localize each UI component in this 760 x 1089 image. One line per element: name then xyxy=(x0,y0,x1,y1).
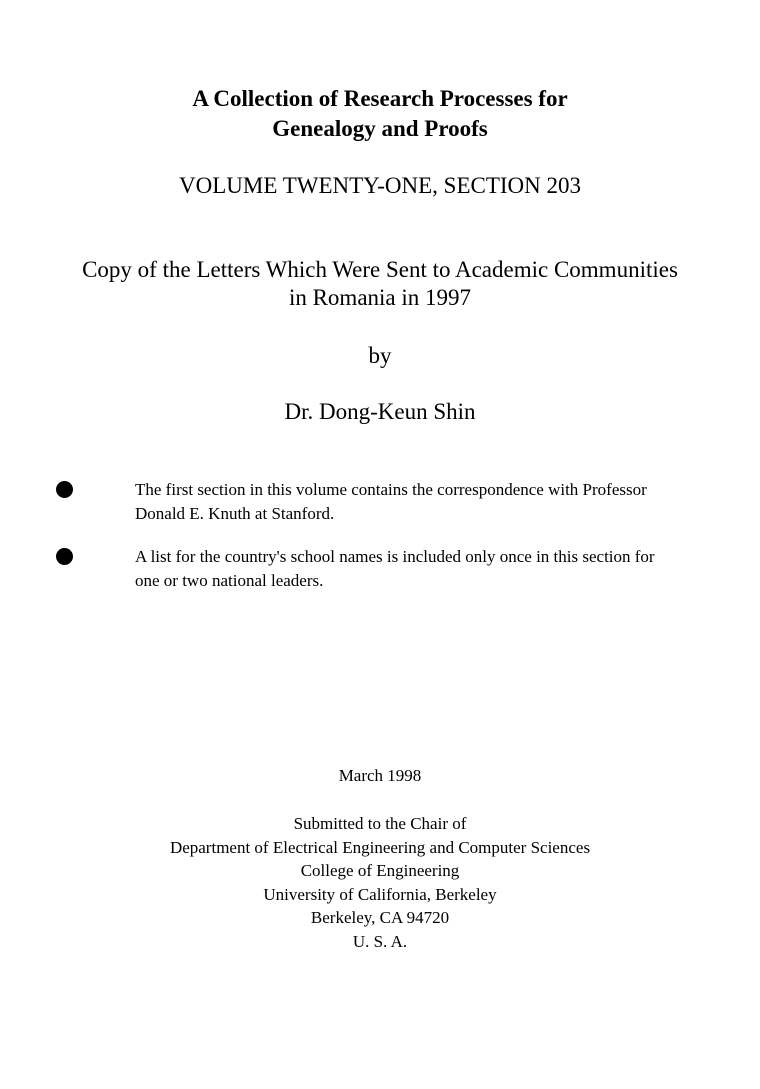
submission-line-3: College of Engineering xyxy=(300,861,460,880)
submission-block xyxy=(0,812,760,953)
bullet-1-line-1: The first section in this volume contains the correspondence with Professor xyxy=(135,480,647,499)
subtitle xyxy=(0,256,760,312)
title-line-2: Genealogy and Proofs xyxy=(272,116,488,141)
date: March 1998 xyxy=(338,766,422,785)
bullet-2-line-1: A list for the country's school names is included only once in this section for xyxy=(135,547,655,566)
bullet-icon xyxy=(56,481,73,498)
submission-line-4: University of California, Berkeley xyxy=(263,884,497,904)
bullet-1-line-2: Donald E. Knuth at Stanford. xyxy=(135,504,335,523)
submission-line-1: Submitted to the Chair of xyxy=(293,814,467,833)
author-name: Dr. Dong-Keun Shin xyxy=(284,399,476,424)
bullet-icon xyxy=(56,548,73,565)
subtitle-line-1: Copy of the Letters Which Were Sent to Academic Communities xyxy=(82,257,678,282)
subtitle-line-2: in Romania in 1997 xyxy=(288,285,472,310)
title-line-1: A Collection of Research Processes for xyxy=(192,86,568,111)
submission-line-6: U. S. A. xyxy=(352,931,408,951)
volume-heading: VOLUME TWENTY-ONE, SECTION 203 xyxy=(178,173,582,198)
bullet-text-2 xyxy=(135,545,725,593)
bullet-2-line-2: one or two national leaders. xyxy=(135,571,324,590)
bullet-text-1 xyxy=(135,478,725,526)
submission-line-5: Berkeley, CA 94720 xyxy=(310,908,450,927)
submission-line-2: Department of Electrical Engineering and Computer Sciences xyxy=(169,837,591,857)
by-label: by xyxy=(368,343,392,368)
